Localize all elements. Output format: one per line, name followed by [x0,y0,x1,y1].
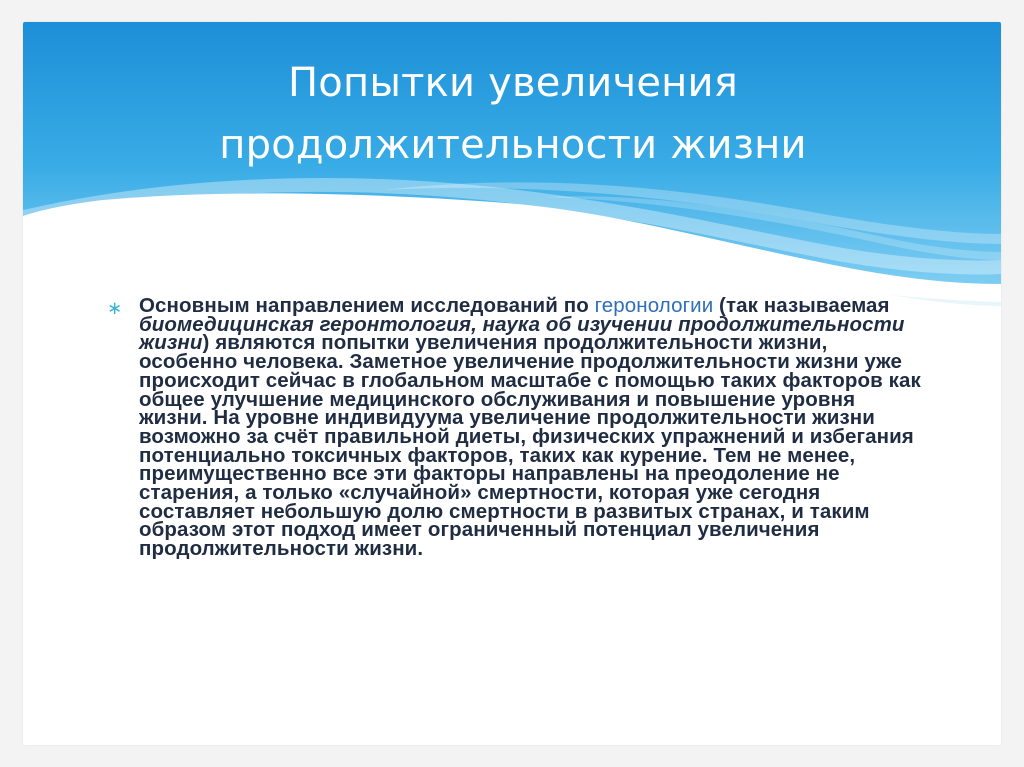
paragraph-italic-definition: биомедицинская геронтология, наука об изучении продолжительности жизни [139,312,905,355]
list-item [107,294,927,561]
gerontology-link[interactable]: геронологии [594,294,714,317]
body-paragraph [139,294,927,561]
slide-content [107,294,927,561]
paragraph-text-part2: (так называемая [713,294,890,317]
star-bullet-icon: ∗ [107,298,123,319]
slide [23,22,1001,745]
paragraph-text-part3: ) являются попытки увеличения продолжительности жизни, особенно человека. Заметное увеличение продолжительности жизни уже происходит сейчас в глобальном масштабе с помощью таких факторов как общее улучшение медицинского обслуживания и повышение уровня жизни. На уровне индивидуума увеличение продолжительности жизни возможно за счёт правильной диеты, физических упражнений и избегания потенциально токсичных факторов, таких как курение. Тем не менее, преимущественно все эти факторы направлены на преодоление не старения, а только «случайной» смертности, которая уже сегодня составляет небольшую долю смертности в развитых странах, и таким образом этот подход имеет ограниченный потенциал увеличения продолжительности жизни. [139,331,921,561]
slide-title: Попытки увеличения продолжительности жизни [219,60,807,168]
paragraph-text-part1: Основным направлением исследований по [139,294,595,317]
